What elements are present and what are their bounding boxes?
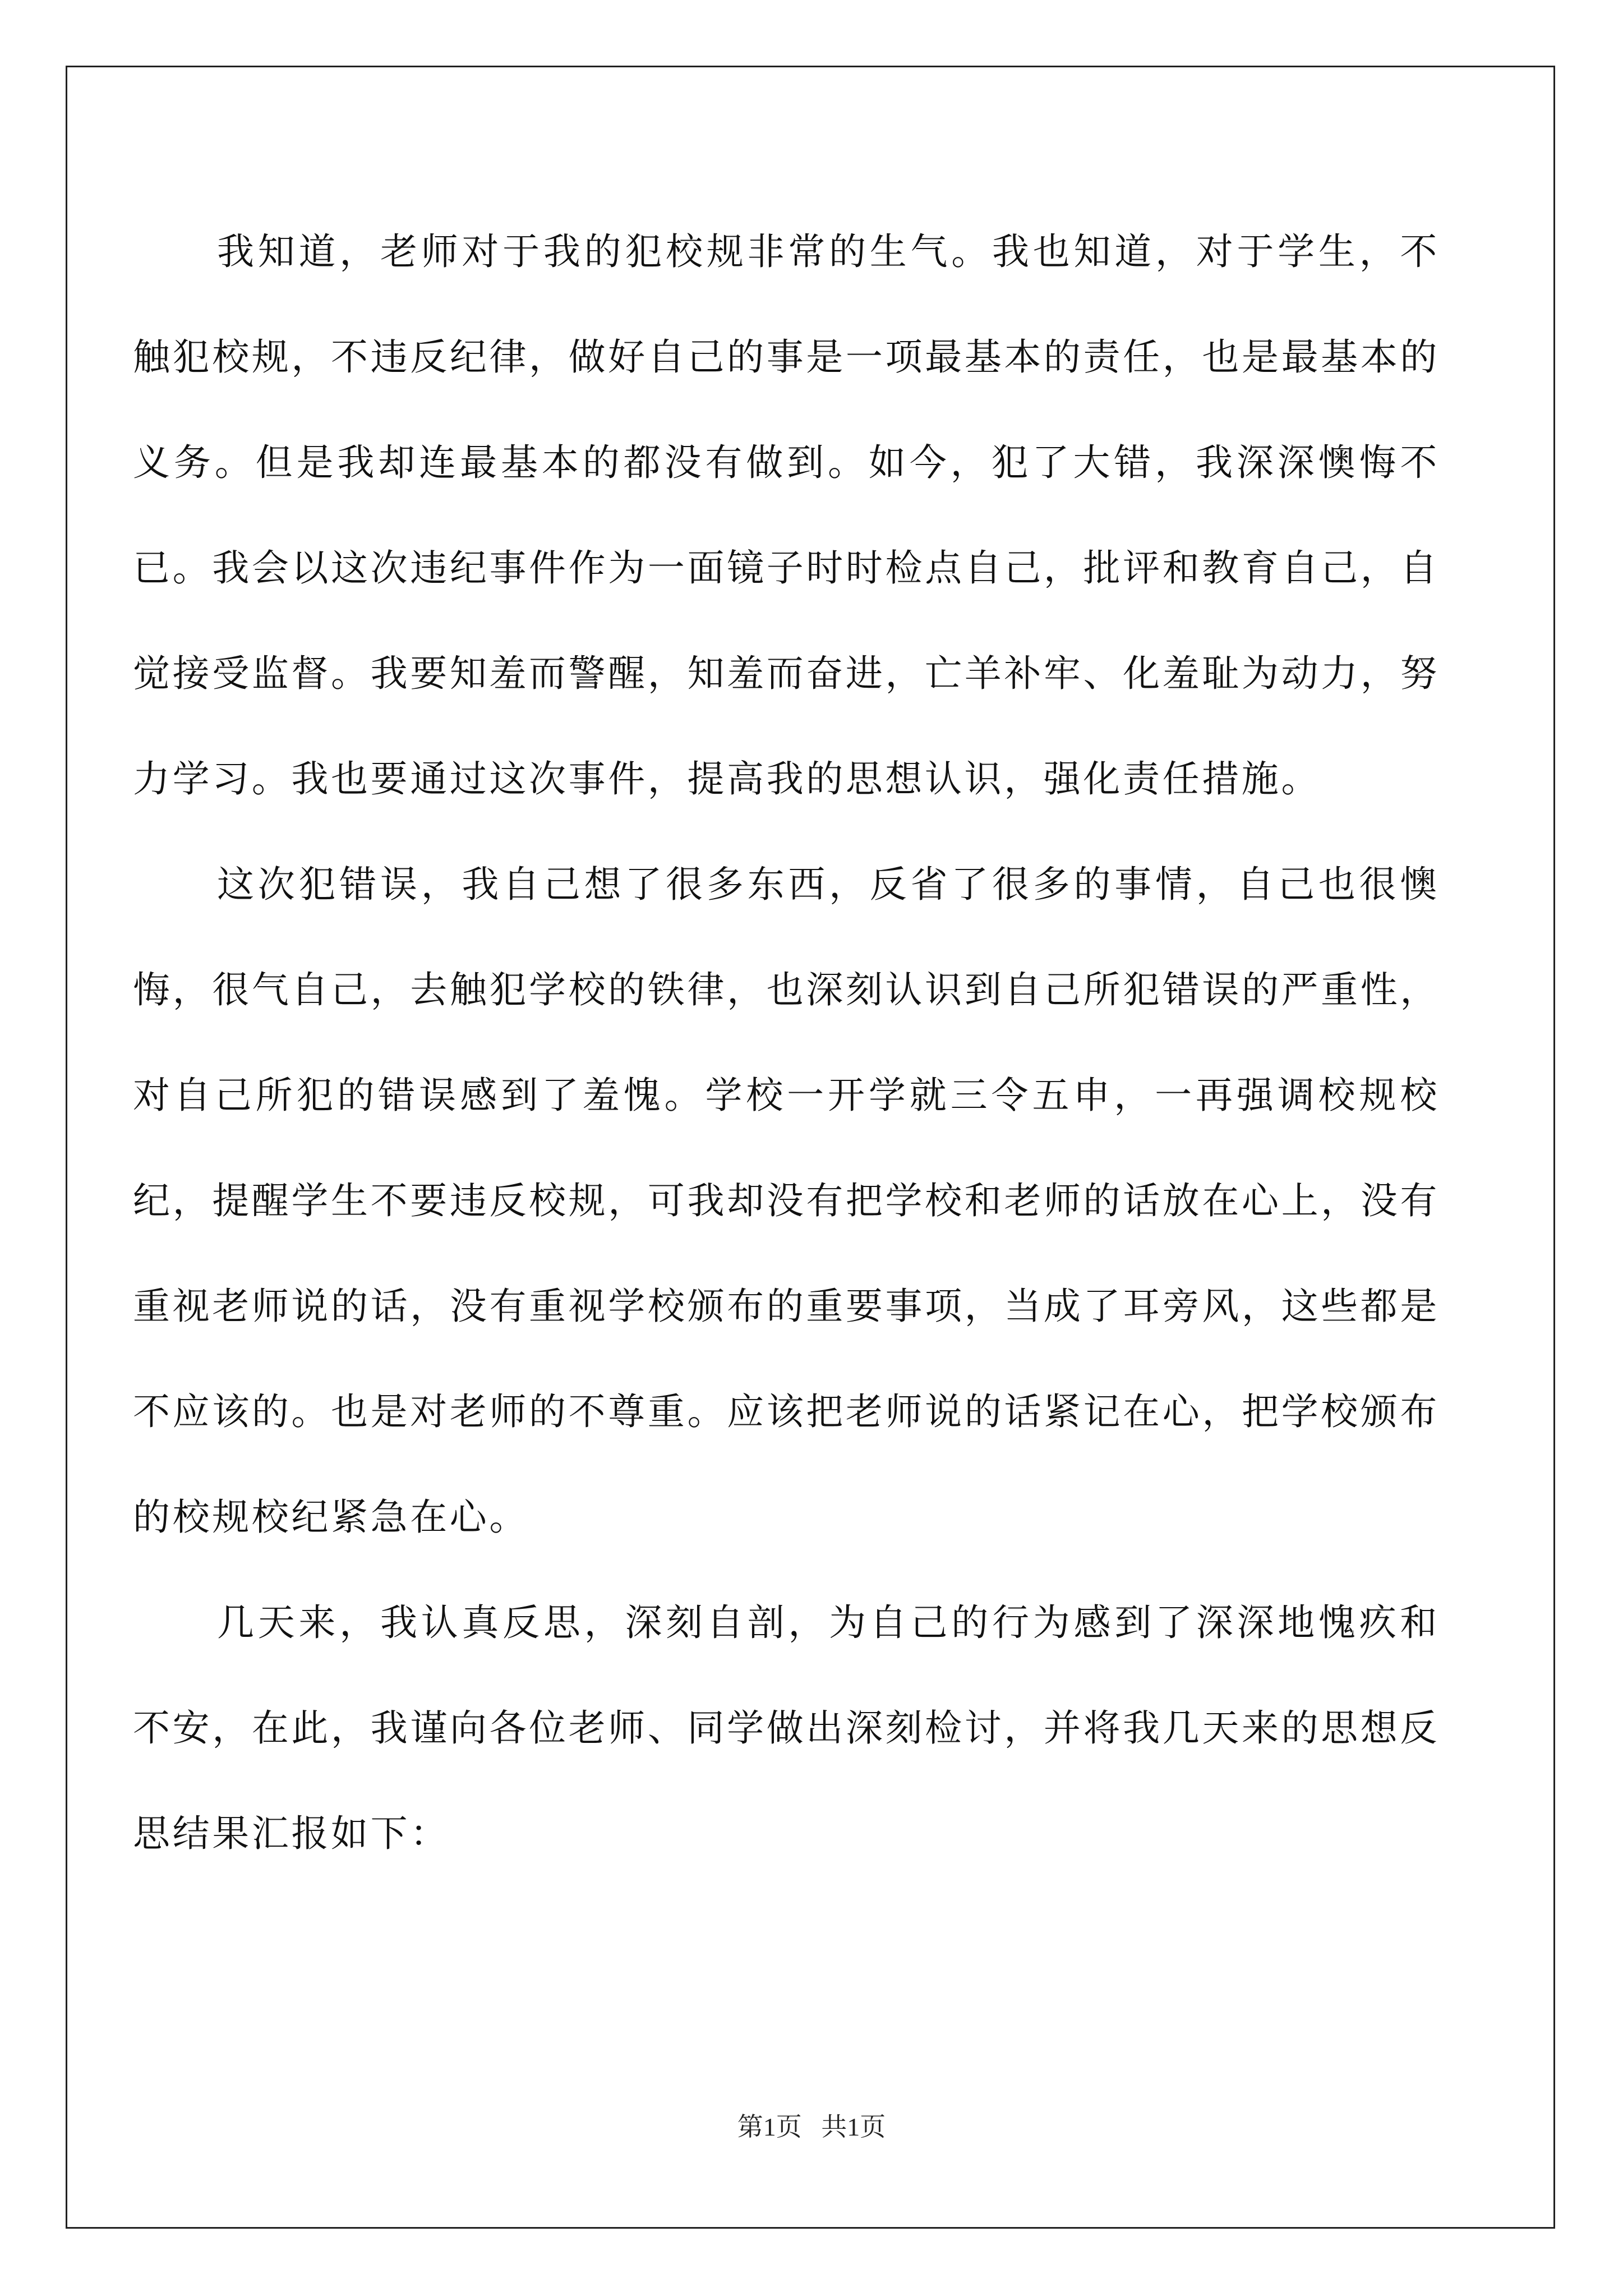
paragraph-3: 几天来，我认真反思，深刻自剖，为自己的行为感到了深深地愧疚和不安，在此，我谨向各位老师、同学做出深刻检讨，并将我几天来的思想反思结果汇报如下：: [133, 1601, 1440, 1855]
paragraph-2: 这次犯错误，我自己想了很多东西，反省了很多的事情，自己也很懊悔，很气自己，去触犯学校的铁律，也深刻认识到自己所犯错误的严重性，对自己所犯的错误感到了羞愧。学校一开学就三令五申，一再强调校规校纪，提醒学生不要违反校规，可我却没有把学校和老师的话放在心上，没有重视老师说的话，没有重视学校颁布的重要事项，当成了耳旁风，这些都是不应该的。也是对老师的不尊重。应该把老师说的话紧记在心，把学校颁布的校规校纪紧急在心。: [133, 863, 1440, 1539]
page-footer: 第1页 共1页: [737, 2113, 886, 2141]
document-body: [133, 199, 1440, 1887]
paragraph-1: 我知道，老师对于我的犯校规非常的生气。我也知道，对于学生，不触犯校规，不违反纪律，做好自己的事是一项最基本的责任，也是最基本的义务。但是我却连最基本的都没有做到。如今，犯了大错，我深深懊悔不已。我会以这次违纪事件作为一面镜子时时检点自己，批评和教育自己，自觉接受监督。我要知羞而警醒，知羞而奋进，亡羊补牢、化羞耻为动力，努力学习。我也要通过这次事件，提高我的思想认识，强化责任措施。: [133, 230, 1440, 800]
